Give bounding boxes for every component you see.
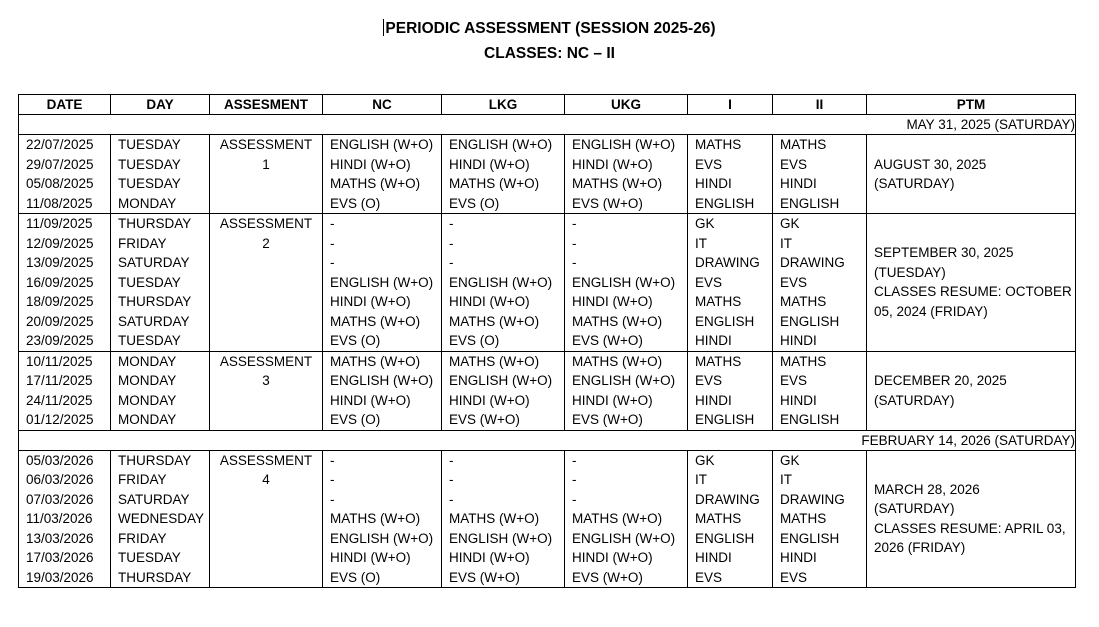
assessment-block-row xyxy=(19,450,1076,588)
class-i-cell-line: EVS xyxy=(695,156,723,172)
assessment-schedule-table xyxy=(18,94,1076,588)
header-nc: NC xyxy=(323,95,442,115)
lkg-cell xyxy=(442,450,565,588)
ptm-date-cell: MAY 31, 2025 (SATURDAY) xyxy=(19,115,1076,135)
nc-cell-line: EVS (O) xyxy=(330,569,381,585)
nc-cell-line: ENGLISH (W+O) xyxy=(330,373,434,388)
lkg-cell-line: ENGLISH (W+O) xyxy=(449,530,553,546)
day-cell-line: MONDAY xyxy=(118,373,177,388)
class-i-cell-line: ENGLISH xyxy=(695,530,755,546)
ukg-cell xyxy=(565,450,688,588)
lkg-cell xyxy=(442,135,565,214)
class-ii-cell xyxy=(773,214,867,352)
nc-cell-line: MATHS (W+O) xyxy=(330,353,421,369)
nc-cell-line: ENGLISH (W+O) xyxy=(330,274,434,290)
ukg-cell-line: - xyxy=(572,491,577,507)
date-cell xyxy=(19,214,111,352)
nc-cell-line: EVS (O) xyxy=(330,333,381,348)
lkg-cell-line: - xyxy=(449,472,454,487)
date-cell-line: 05/08/2025 xyxy=(26,176,94,191)
lkg-cell-line: MATHS (W+O) xyxy=(449,511,540,526)
ptm-cell-line: 05, 2024 (FRIDAY) xyxy=(874,303,988,319)
class-ii-cell-line: EVS xyxy=(780,569,808,585)
assessment-cell-line: 2 xyxy=(262,235,270,251)
date-cell-line: 12/09/2025 xyxy=(26,235,94,251)
ukg-cell-line: MATHS (W+O) xyxy=(572,176,663,191)
date-cell-line: 10/11/2025 xyxy=(26,353,93,369)
day-cell-line: SATURDAY xyxy=(118,491,190,507)
nc-cell-line: EVS (O) xyxy=(330,195,381,211)
class-ii-cell-line: MATHS xyxy=(780,353,827,369)
ukg-cell-line: EVS (W+O) xyxy=(572,195,643,211)
class-ii-cell-line: HINDI xyxy=(780,550,817,565)
header-day: DAY xyxy=(111,95,210,115)
day-cell xyxy=(111,351,210,430)
day-cell-line: MONDAY xyxy=(118,353,177,369)
day-cell-line: TUESDAY xyxy=(118,550,181,565)
nc-cell-line: MATHS (W+O) xyxy=(330,511,421,526)
day-cell-line: THURSDAY xyxy=(118,569,192,585)
ukg-cell-line: MATHS (W+O) xyxy=(572,313,663,329)
lkg-cell-line: MATHS (W+O) xyxy=(449,353,540,369)
date-cell-line: 23/09/2025 xyxy=(26,333,94,348)
class-i-cell-line: HINDI xyxy=(695,392,732,408)
lkg-cell-line: - xyxy=(449,235,454,251)
day-cell-line: FRIDAY xyxy=(118,235,167,251)
nc-cell xyxy=(323,135,442,214)
assessment-cell-line: ASSESSMENT xyxy=(219,353,313,369)
class-ii-cell-line: ENGLISH xyxy=(780,412,840,427)
header-assessment: ASSESMENT xyxy=(210,95,323,115)
lkg-cell-line: - xyxy=(449,491,454,507)
class-ii-cell-line: GK xyxy=(780,452,800,468)
class-i-cell-line: GK xyxy=(695,216,715,231)
document-title xyxy=(0,19,1099,38)
lkg-cell-line: EVS (O) xyxy=(449,195,500,211)
class-i-cell-line: HINDI xyxy=(695,176,732,191)
assessment-block-row xyxy=(19,351,1076,430)
ptm-cell-line: 2026 (FRIDAY) xyxy=(874,540,966,556)
class-ii-cell-line: IT xyxy=(780,472,792,487)
ukg-cell-line: HINDI (W+O) xyxy=(572,392,653,408)
lkg-cell-line: HINDI (W+O) xyxy=(449,294,530,309)
ukg-cell-line: MATHS (W+O) xyxy=(572,353,663,369)
class-ii-cell xyxy=(773,450,867,588)
class-ii-cell-line: ENGLISH xyxy=(780,530,840,546)
ptm-cell-line: CLASSES RESUME: OCTOBER xyxy=(874,284,1072,300)
lkg-cell-line: MATHS (W+O) xyxy=(449,313,540,329)
nc-cell-line: - xyxy=(330,452,335,468)
date-cell-line: 11/09/2025 xyxy=(26,216,93,231)
nc-cell xyxy=(323,214,442,352)
ukg-cell-line: ENGLISH (W+O) xyxy=(572,274,676,290)
lkg-cell xyxy=(442,351,565,430)
header-ptm: PTM xyxy=(867,95,1076,115)
assessment-cell-line: ASSESSMENT xyxy=(219,216,313,231)
day-cell-line: MONDAY xyxy=(118,392,177,408)
ptm-cell-line: AUGUST 30, 2025 xyxy=(874,156,987,172)
ptm-cell xyxy=(867,450,1076,588)
ukg-cell-line: - xyxy=(572,472,577,487)
nc-cell-line: - xyxy=(330,255,335,270)
lkg-cell-line: - xyxy=(449,255,454,270)
day-cell-line: MONDAY xyxy=(118,195,177,211)
nc-cell-line: - xyxy=(330,216,335,231)
ptm-row-first xyxy=(19,115,1076,135)
class-i-cell xyxy=(688,351,773,430)
ukg-cell-line: - xyxy=(572,452,577,468)
day-cell-line: THURSDAY xyxy=(118,452,192,468)
ptm-cell-line: MARCH 28, 2026 xyxy=(874,481,980,497)
ptm-cell xyxy=(867,214,1076,352)
date-cell-line: 05/03/2026 xyxy=(26,452,94,468)
day-cell-line: TUESDAY xyxy=(118,274,181,290)
date-cell-line: 01/12/2025 xyxy=(26,412,94,427)
ptm-cell-line: CLASSES RESUME: APRIL 03, xyxy=(874,520,1066,536)
ukg-cell-line: - xyxy=(572,255,577,270)
date-cell-line: 13/03/2026 xyxy=(26,530,94,546)
class-i-cell-line: HINDI xyxy=(695,550,732,565)
assessment-cell-line: 1 xyxy=(262,156,270,172)
class-ii-cell-line: HINDI xyxy=(780,392,817,408)
nc-cell-line: - xyxy=(330,491,335,507)
assessment-block-row xyxy=(19,214,1076,352)
ptm-cell-line: (SATURDAY) xyxy=(874,176,955,191)
date-cell-line: 16/09/2025 xyxy=(26,274,94,290)
ptm-cell-line: (SATURDAY) xyxy=(874,392,955,408)
document-title-text: PERIODIC ASSESSMENT (SESSION 2025-26) xyxy=(385,20,716,37)
class-i-cell-line: IT xyxy=(695,235,707,251)
nc-cell-line: MATHS (W+O) xyxy=(330,313,421,329)
class-ii-cell-line: IT xyxy=(780,235,792,251)
ukg-cell-line: HINDI (W+O) xyxy=(572,550,653,565)
nc-cell-line: EVS (O) xyxy=(330,412,381,427)
nc-cell-line: ENGLISH (W+O) xyxy=(330,530,434,546)
assessment-cell xyxy=(210,135,323,214)
nc-cell-line: ENGLISH (W+O) xyxy=(330,137,434,152)
assessment-cell-line: ASSESSMENT xyxy=(219,137,313,152)
ukg-cell-line: - xyxy=(572,235,577,251)
ukg-cell-line: MATHS (W+O) xyxy=(572,511,663,526)
class-i-cell-line: IT xyxy=(695,472,707,487)
nc-cell-line: MATHS (W+O) xyxy=(330,176,421,191)
day-cell-line: TUESDAY xyxy=(118,137,181,152)
assessment-cell xyxy=(210,450,323,588)
class-ii-cell-line: GK xyxy=(780,216,800,231)
assessment-cell-line: 4 xyxy=(262,472,270,487)
class-i-cell-line: DRAWING xyxy=(695,491,760,507)
ukg-cell-line: - xyxy=(572,216,577,231)
class-i-cell-line: ENGLISH xyxy=(695,195,755,211)
date-cell-line: 19/03/2026 xyxy=(26,569,94,585)
header-lkg: LKG xyxy=(442,95,565,115)
class-ii-cell-line: ENGLISH xyxy=(780,313,840,329)
lkg-cell-line: ENGLISH (W+O) xyxy=(449,137,553,152)
ptm-cell-line: (SATURDAY) xyxy=(874,501,955,517)
class-ii-cell-line: EVS xyxy=(780,274,808,290)
lkg-cell-line: - xyxy=(449,216,454,231)
class-i-cell-line: DRAWING xyxy=(695,255,760,270)
date-cell xyxy=(19,450,111,588)
nc-cell-line: - xyxy=(330,472,335,487)
nc-cell-line: HINDI (W+O) xyxy=(330,156,411,172)
date-cell-line: 17/03/2026 xyxy=(26,550,94,565)
class-ii-cell-line: MATHS xyxy=(780,137,827,152)
assessment-cell xyxy=(210,351,323,430)
ptm-row-mid xyxy=(19,430,1076,450)
day-cell xyxy=(111,450,210,588)
date-cell-line: 11/08/2025 xyxy=(26,195,93,211)
ukg-cell xyxy=(565,135,688,214)
class-i-cell-line: EVS xyxy=(695,373,723,388)
nc-cell-line: HINDI (W+O) xyxy=(330,392,411,408)
day-cell-line: TUESDAY xyxy=(118,333,181,348)
class-i-cell-line: ENGLISH xyxy=(695,412,755,427)
date-cell-line: 24/11/2025 xyxy=(26,392,93,408)
class-ii-cell-line: EVS xyxy=(780,156,808,172)
day-cell-line: WEDNESDAY xyxy=(118,511,205,526)
date-cell-line: 18/09/2025 xyxy=(26,294,94,309)
date-cell-line: 29/07/2025 xyxy=(26,156,94,172)
lkg-cell-line: HINDI (W+O) xyxy=(449,392,530,408)
nc-cell-line: HINDI (W+O) xyxy=(330,550,411,565)
class-i-cell-line: EVS xyxy=(695,274,723,290)
lkg-cell-line: ENGLISH (W+O) xyxy=(449,373,553,388)
class-i-cell-line: EVS xyxy=(695,569,723,585)
day-cell-line: FRIDAY xyxy=(118,472,167,487)
class-i-cell-line: MATHS xyxy=(695,353,742,369)
header-class-i: I xyxy=(688,95,773,115)
assessment-block-row xyxy=(19,135,1076,214)
class-ii-cell xyxy=(773,351,867,430)
lkg-cell xyxy=(442,214,565,352)
header-date: DATE xyxy=(19,95,111,115)
ptm-cell xyxy=(867,351,1076,430)
header-ukg: UKG xyxy=(565,95,688,115)
ukg-cell-line: EVS (W+O) xyxy=(572,569,643,585)
class-i-cell-line: MATHS xyxy=(695,137,742,152)
ukg-cell-line: ENGLISH (W+O) xyxy=(572,137,676,152)
class-i-cell xyxy=(688,135,773,214)
header-class-ii: II xyxy=(773,95,867,115)
day-cell-line: MONDAY xyxy=(118,412,177,427)
class-ii-cell xyxy=(773,135,867,214)
class-i-cell-line: MATHS xyxy=(695,294,742,309)
day-cell-line: THURSDAY xyxy=(118,216,192,231)
lkg-cell-line: EVS (W+O) xyxy=(449,569,520,585)
header-row xyxy=(19,95,1076,115)
class-ii-cell-line: DRAWING xyxy=(780,491,845,507)
assessment-cell-line: ASSESSMENT xyxy=(219,452,313,468)
document-subtitle: CLASSES: NC – II xyxy=(484,45,615,62)
class-ii-cell-line: HINDI xyxy=(780,333,817,348)
lkg-cell-line: EVS (W+O) xyxy=(449,412,520,427)
ukg-cell-line: ENGLISH (W+O) xyxy=(572,530,676,546)
lkg-cell-line: ENGLISH (W+O) xyxy=(449,274,553,290)
ukg-cell-line: EVS (W+O) xyxy=(572,412,643,427)
nc-cell xyxy=(323,351,442,430)
ptm-cell-line: DECEMBER 20, 2025 xyxy=(874,373,1007,388)
day-cell-line: SATURDAY xyxy=(118,313,190,329)
class-i-cell-line: MATHS xyxy=(695,511,742,526)
ukg-cell-line: HINDI (W+O) xyxy=(572,294,653,309)
date-cell-line: 06/03/2026 xyxy=(26,472,94,487)
date-cell-line: 07/03/2026 xyxy=(26,491,94,507)
day-cell xyxy=(111,214,210,352)
ptm-cell xyxy=(867,135,1076,214)
class-ii-cell-line: DRAWING xyxy=(780,255,845,270)
ukg-cell xyxy=(565,351,688,430)
nc-cell-line: - xyxy=(330,235,335,251)
assessment-cell xyxy=(210,214,323,352)
date-cell xyxy=(19,351,111,430)
date-cell-line: 20/09/2025 xyxy=(26,313,94,329)
date-cell-line: 22/07/2025 xyxy=(26,137,94,152)
ukg-cell-line: EVS (W+O) xyxy=(572,333,643,348)
assessment-cell-line: 3 xyxy=(262,373,270,388)
nc-cell-line: HINDI (W+O) xyxy=(330,294,411,309)
nc-cell xyxy=(323,450,442,588)
lkg-cell-line: HINDI (W+O) xyxy=(449,156,530,172)
class-ii-cell-line: MATHS xyxy=(780,294,827,309)
ptm-cell-line: SEPTEMBER 30, 2025 xyxy=(874,245,1014,261)
day-cell-line: TUESDAY xyxy=(118,156,181,172)
date-cell-line: 17/11/2025 xyxy=(26,373,93,388)
day-cell-line: TUESDAY xyxy=(118,176,181,191)
class-ii-cell-line: MATHS xyxy=(780,511,827,526)
ptm-date-cell: FEBRUARY 14, 2026 (SATURDAY) xyxy=(19,430,1076,450)
day-cell-line: THURSDAY xyxy=(118,294,192,309)
ukg-cell-line: ENGLISH (W+O) xyxy=(572,373,676,388)
class-i-cell-line: GK xyxy=(695,452,715,468)
class-i-cell-line: ENGLISH xyxy=(695,313,755,329)
class-ii-cell-line: EVS xyxy=(780,373,808,388)
ukg-cell-line: HINDI (W+O) xyxy=(572,156,653,172)
lkg-cell-line: EVS (O) xyxy=(449,333,500,348)
date-cell xyxy=(19,135,111,214)
class-ii-cell-line: HINDI xyxy=(780,176,817,191)
date-cell-line: 11/03/2026 xyxy=(26,511,93,526)
lkg-cell-line: HINDI (W+O) xyxy=(449,550,530,565)
lkg-cell-line: MATHS (W+O) xyxy=(449,176,540,191)
day-cell-line: FRIDAY xyxy=(118,530,167,546)
ptm-cell-line: (TUESDAY) xyxy=(874,264,946,280)
class-i-cell xyxy=(688,214,773,352)
day-cell xyxy=(111,135,210,214)
lkg-cell-line: - xyxy=(449,452,454,468)
class-i-cell xyxy=(688,450,773,588)
class-ii-cell-line: ENGLISH xyxy=(780,195,840,211)
date-cell-line: 13/09/2025 xyxy=(26,255,94,270)
ukg-cell xyxy=(565,214,688,352)
class-i-cell-line: HINDI xyxy=(695,333,732,348)
day-cell-line: SATURDAY xyxy=(118,255,190,270)
